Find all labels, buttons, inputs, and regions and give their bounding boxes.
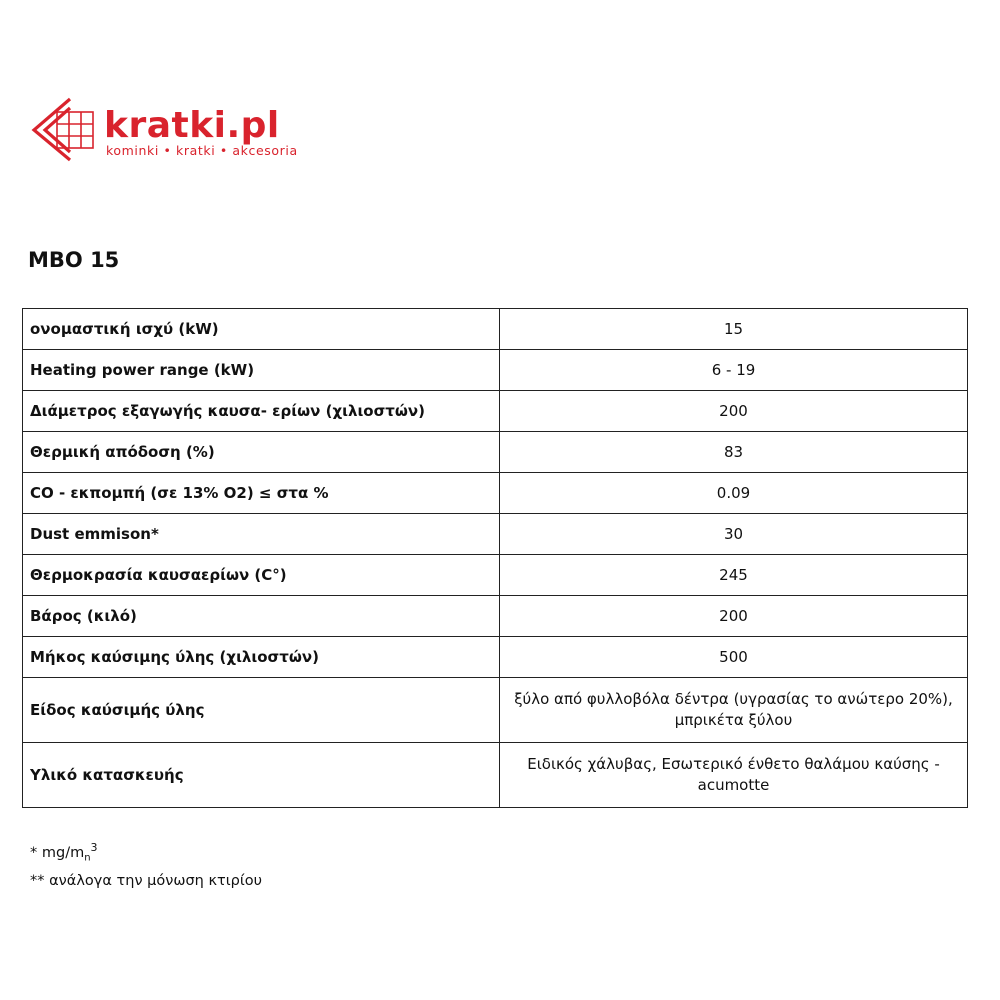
spec-label: Heating power range (kW) bbox=[23, 350, 500, 391]
spec-value: 200 bbox=[500, 391, 968, 432]
spec-value-line: ξύλο από φυλλοβόλα δέντρα (υγρασίας το ανώτερο 20%), bbox=[514, 690, 953, 708]
footnote-insulation: ** ανάλογα την μόνωση κτιρίου bbox=[30, 872, 263, 889]
kratki-grid-logo-icon bbox=[30, 96, 100, 162]
table-row bbox=[23, 637, 968, 678]
specifications-table bbox=[22, 308, 968, 808]
brand-tagline: kominki • kratki • akcesoria bbox=[106, 143, 298, 158]
spec-label: Υλικό κατασκευής bbox=[23, 743, 500, 808]
brand-name: kratki.pl bbox=[104, 105, 280, 146]
spec-label: Μήκος καύσιμης ύλης (χιλιοστών) bbox=[23, 637, 500, 678]
spec-label: Θερμική απόδοση (%) bbox=[23, 432, 500, 473]
table-row bbox=[23, 596, 968, 637]
spec-label: Βάρος (κιλό) bbox=[23, 596, 500, 637]
spec-value: 245 bbox=[500, 555, 968, 596]
brand-logo bbox=[30, 96, 350, 166]
spec-label: ονομαστική ισχύ (kW) bbox=[23, 309, 500, 350]
footnote-units-superscript: 3 bbox=[90, 841, 98, 854]
table-row bbox=[23, 678, 968, 743]
spec-value-line: μπρικέτα ξύλου bbox=[674, 711, 793, 729]
spec-value: 30 bbox=[500, 514, 968, 555]
spec-value: 83 bbox=[500, 432, 968, 473]
spec-value bbox=[500, 743, 968, 808]
spec-value: 0.09 bbox=[500, 473, 968, 514]
table-row bbox=[23, 432, 968, 473]
product-title: MBO 15 bbox=[28, 248, 120, 272]
table-row bbox=[23, 350, 968, 391]
spec-label: Είδος καύσιμής ύλης bbox=[23, 678, 500, 743]
spec-value-line: Ειδικός χάλυβας, Εσωτερικό ένθετο θαλάμου καύσης - bbox=[527, 755, 940, 773]
spec-value-line: acumotte bbox=[697, 776, 770, 794]
spec-label: Dust emmison* bbox=[23, 514, 500, 555]
footnotes bbox=[30, 836, 262, 893]
table-row bbox=[23, 743, 968, 808]
spec-value bbox=[500, 678, 968, 743]
table-row bbox=[23, 309, 968, 350]
spec-label: Θερμοκρασία καυσαερίων (C°) bbox=[23, 555, 500, 596]
table-row bbox=[23, 391, 968, 432]
table-row bbox=[23, 555, 968, 596]
spec-value: 200 bbox=[500, 596, 968, 637]
spec-label: Διάμετρος εξαγωγής καυσα- ερίων (χιλιοστών) bbox=[23, 391, 500, 432]
table-row bbox=[23, 473, 968, 514]
spec-value: 15 bbox=[500, 309, 968, 350]
footnote-units bbox=[30, 836, 262, 870]
spec-value: 6 - 19 bbox=[500, 350, 968, 391]
spec-label: CO - εκπομπή (σε 13% O2) ≤ στα % bbox=[23, 473, 500, 514]
footnote-units-text: * mg/m bbox=[30, 844, 85, 861]
footnote-units-subscript: n bbox=[84, 852, 91, 864]
table-row bbox=[23, 514, 968, 555]
spec-value: 500 bbox=[500, 637, 968, 678]
